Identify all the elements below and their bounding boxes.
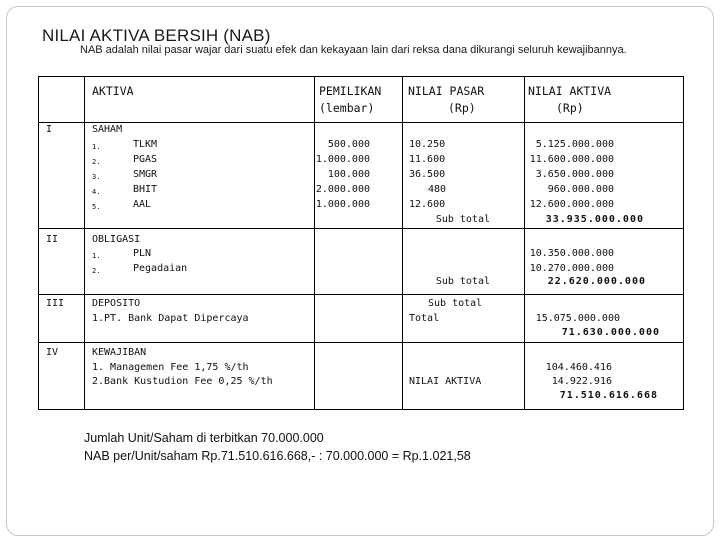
header-nilai-pasar-unit: (Rp) xyxy=(448,101,476,115)
bond-name: Pegadaian xyxy=(133,263,188,274)
header-nilai-aktiva-unit: (Rp) xyxy=(556,101,584,115)
stock-name: TLKM xyxy=(133,139,158,150)
section-label-kewajiban: KEWAJIBAN xyxy=(92,347,147,358)
subtotal-saham: 33.935.000.000 xyxy=(545,214,644,225)
stock-name: BHIT xyxy=(133,184,158,195)
list-item-number: 5. xyxy=(92,203,101,211)
deposito-nilai: 15.075.000.000 xyxy=(535,313,620,324)
table-border-top xyxy=(38,76,684,77)
stock-harga: 10.250 xyxy=(409,139,446,150)
deposito-item: 1.PT. Bank Dapat Dipercaya xyxy=(92,313,249,324)
subtotal-label-saham: Sub total xyxy=(435,214,490,225)
table-rule-header xyxy=(38,122,684,123)
liability-nilai: 14.922.916 xyxy=(551,376,612,387)
stock-name: PGAS xyxy=(133,154,158,165)
stock-lembar: 1.000.000 xyxy=(315,154,370,165)
table-rule-obligasi xyxy=(38,294,684,295)
header-aktiva: AKTIVA xyxy=(92,84,134,98)
section-number-deposito: III xyxy=(46,298,65,309)
section-label-deposito: DEPOSITO xyxy=(92,298,141,309)
section-label-saham: SAHAM xyxy=(92,124,123,135)
footer-nab-per-unit: NAB per/Unit/saham Rp.71.510.616.668,- : 70.000.000 = Rp.1.021,58 xyxy=(84,449,471,463)
header-pemilikan-unit: (lembar) xyxy=(319,101,375,115)
subtotal-obligasi: 22.620.000.000 xyxy=(547,276,646,287)
table-rule-saham xyxy=(38,228,684,229)
list-item-number: 1. xyxy=(92,252,101,260)
stock-nilai: 3.650.000.000 xyxy=(535,169,614,180)
stock-harga: 36.500 xyxy=(409,169,446,180)
bond-name: PLN xyxy=(133,248,152,259)
header-nilai-pasar: NILAI PASAR xyxy=(408,84,485,98)
header-nilai-aktiva: NILAI AKTIVA xyxy=(528,84,612,98)
list-item-number: 4. xyxy=(92,188,101,196)
table-col-aktiva xyxy=(314,76,315,409)
page-title: NILAI AKTIVA BERSIH (NAB) xyxy=(42,26,271,45)
subtotal-label-obligasi: Sub total xyxy=(435,276,490,287)
page-subtitle: NAB adalah nilai pasar wajar dari suatu efek dan kekayaan lain dari reksa dana dikurangi seluruh kewajibannya. xyxy=(80,44,627,56)
section-label-obligasi: OBLIGASI xyxy=(92,234,141,245)
table-border-bottom xyxy=(38,409,684,410)
stock-lembar: 1.000.000 xyxy=(315,199,370,210)
list-item-number: 3. xyxy=(92,173,101,181)
stock-lembar: 100.000 xyxy=(327,169,370,180)
liability-name: 2.Bank Kustudion Fee 0,25 %/th xyxy=(92,376,273,387)
liability-nilai: 104.460.416 xyxy=(545,362,612,373)
stock-lembar: 2.000.000 xyxy=(315,184,370,195)
table-rule-deposito xyxy=(38,342,684,343)
footer-units-issued: Jumlah Unit/Saham di terbitkan 70.000.000 xyxy=(84,431,324,445)
stock-name: SMGR xyxy=(133,169,158,180)
table-border-left xyxy=(38,76,39,409)
table-border-right xyxy=(683,76,684,409)
table-col-pemilikan xyxy=(402,76,403,409)
section-number-obligasi: II xyxy=(46,234,59,245)
nab-value: 71.510.616.668 xyxy=(559,390,658,401)
list-item-number: 2. xyxy=(92,158,101,166)
list-item-number: 2. xyxy=(92,267,101,275)
table-col-nilai-pasar xyxy=(524,76,525,409)
subtotal-label-deposito: Sub total xyxy=(428,298,483,309)
stock-name: AAL xyxy=(133,199,152,210)
table-col-no xyxy=(84,76,85,409)
nab-label: NILAI AKTIVA xyxy=(409,376,482,387)
section-number-saham: I xyxy=(46,124,53,135)
liability-name: 1. Managemen Fee 1,75 %/th xyxy=(92,362,249,373)
bond-nilai: 10.270.000.000 xyxy=(529,263,614,274)
stock-harga: 12.600 xyxy=(409,199,446,210)
total-label: Total xyxy=(409,313,440,324)
bond-nilai: 10.350.000.000 xyxy=(529,248,614,259)
stock-lembar: 500.000 xyxy=(327,139,370,150)
section-number-kewajiban: IV xyxy=(46,347,59,358)
total-aktiva: 71.630.000.000 xyxy=(561,327,660,338)
stock-nilai: 12.600.000.000 xyxy=(529,199,614,210)
header-pemilikan: PEMILIKAN xyxy=(319,84,382,98)
stock-nilai: 960.000.000 xyxy=(547,184,614,195)
stock-harga: 11.600 xyxy=(409,154,446,165)
nab-table xyxy=(38,76,684,410)
stock-nilai: 11.600.000.000 xyxy=(529,154,614,165)
stock-nilai: 5.125.000.000 xyxy=(535,139,614,150)
list-item-number: 1. xyxy=(92,143,101,151)
stock-harga: 480 xyxy=(427,184,446,195)
